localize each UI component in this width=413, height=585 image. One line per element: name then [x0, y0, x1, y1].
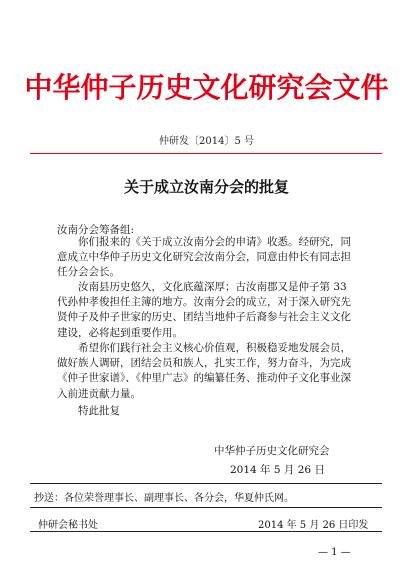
- closing-phrase: 特此批复: [78, 405, 120, 417]
- paragraph-text: 汝南县历史悠久，文化底蕴深厚；古汝南郡又是仲子第 33 代孙仲孝俊担任主簿的地方。汝南分会的成立，对于深入研究先贤仲子及仲子世家的历史、团结当地仲子后裔参与社会主义文化建设，必将起到重要作用。: [57, 281, 351, 339]
- document-title: 关于成立汝南分会的批复: [123, 178, 289, 196]
- signature-date: 2014 年 5 月 26 日: [230, 464, 325, 476]
- body-paragraph-3: [57, 341, 357, 402]
- body-paragraph-2: [57, 280, 357, 341]
- footer-bottom-rule: [30, 531, 382, 532]
- signature-organization: 中华仲子历史文化研究会: [214, 445, 330, 457]
- page-number: — 1 —: [318, 547, 351, 558]
- paragraph-text: 你们报来的《关于成立汝南分会的申请》收悉。经研究，同意成立中华仲子历史文化研究会汝南分会，同意由仲长有同志担任分会会长。: [57, 236, 351, 279]
- issuing-office: 仲研会秘书处: [38, 520, 98, 531]
- document-number: 仲研发〔2014〕5 号: [159, 136, 254, 147]
- footer-top-rule: [30, 507, 382, 508]
- body-paragraph-1: [57, 235, 357, 281]
- paragraph-text: 希望你们践行社会主义核心价值观，积极稳妥地发展会员，做好族人调研，团结会员和族人，扎实工作，努力奋斗，为完成《仲子世家谱》、《仲里广志》的编纂任务、推动仲子文化事业深入前进贡献力量。: [57, 342, 351, 400]
- salutation: 汝南分会筹备组:: [57, 224, 135, 236]
- print-date: 2014 年 5 月 26 日印发: [258, 520, 369, 531]
- document-header-title: 中华仲子历史文化研究会文件: [24, 71, 389, 104]
- red-header-rule: [30, 153, 382, 154]
- cc-top-rule: [30, 483, 382, 484]
- cc-line: 抄送：各位荣誉理事长、副理事长、各分会，华夏仲氏网。: [34, 493, 294, 504]
